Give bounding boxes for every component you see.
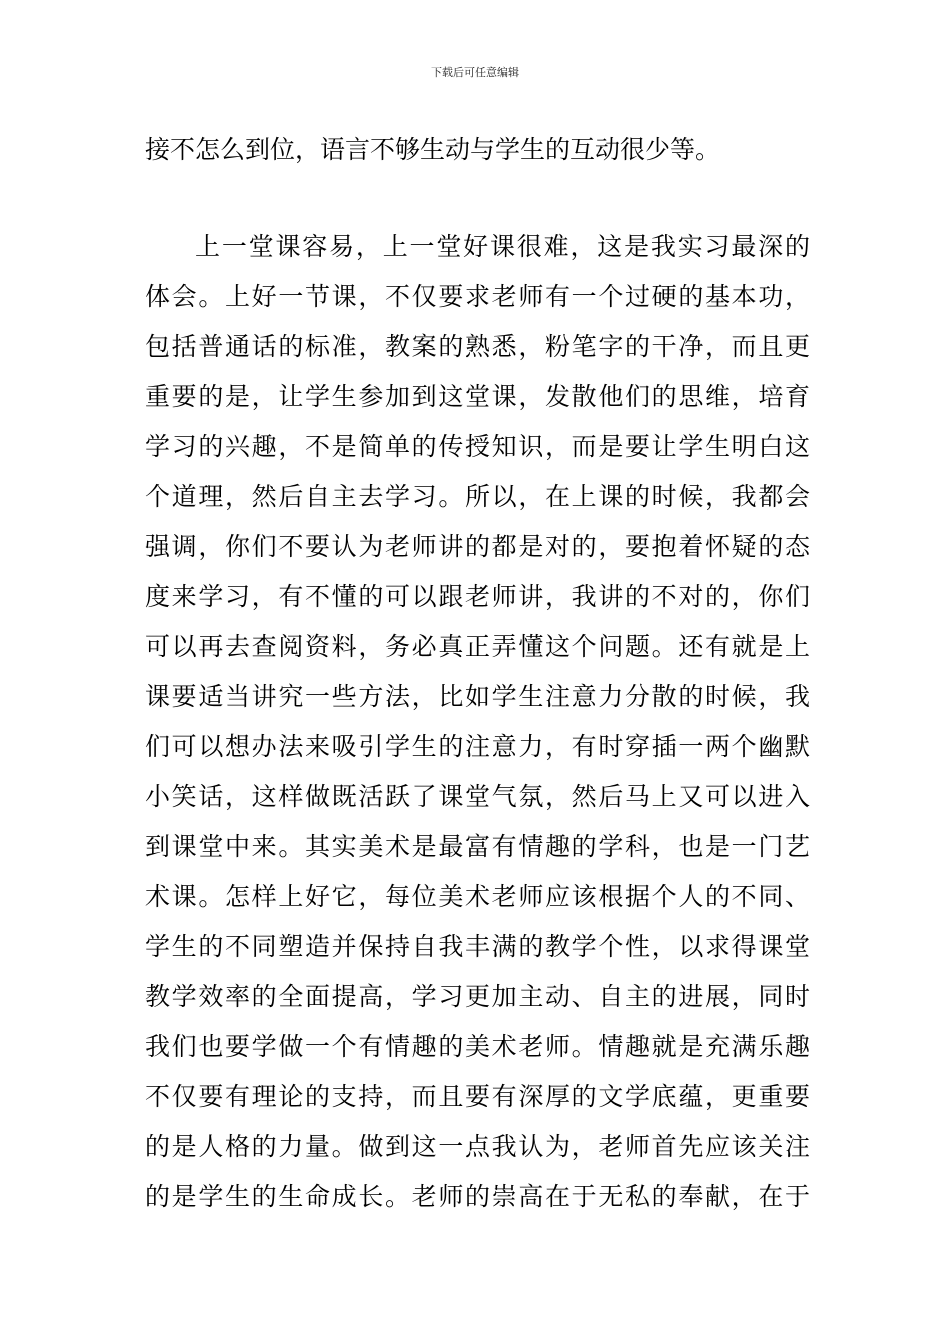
paragraph-line: 学生的不同塑造并保持自我丰满的教学个性，以求得课堂 <box>145 932 810 961</box>
paragraph-line: 不仅要有理论的支持，而且要有深厚的文学底蕴，更重要 <box>145 1082 810 1111</box>
paragraph-line: 学习的兴趣，不是简单的传授知识，而是要让学生明白这 <box>145 432 810 461</box>
paragraph-line: 可以再去查阅资料，务必真正弄懂这个问题。还有就是上 <box>145 632 810 661</box>
paragraph-line: 教学效率的全面提高，学习更加主动、自主的进展，同时 <box>145 982 810 1011</box>
paragraph-line: 的是学生的生命成长。老师的崇高在于无私的奉献，在于 <box>145 1182 810 1211</box>
paragraph-line: 我们也要学做一个有情趣的美术老师。情趣就是充满乐趣 <box>145 1032 810 1061</box>
paragraph-line: 包括普通话的标准，教案的熟悉，粉笔字的干净，而且更 <box>145 332 810 361</box>
paragraph-line: 体会。上好一节课，不仅要求老师有一个过硬的基本功， <box>145 282 810 311</box>
paragraph-line: 重要的是，让学生参加到这堂课，发散他们的思维，培育 <box>145 382 810 411</box>
paragraph-line: 的是人格的力量。做到这一点我认为，老师首先应该关注 <box>145 1132 810 1161</box>
paragraph-line: 接不怎么到位，语言不够生动与学生的互动很少等。 <box>145 135 721 164</box>
paragraph-line: 个道理，然后自主去学习。所以，在上课的时候，我都会 <box>145 482 810 511</box>
paragraph-line: 课要适当讲究一些方法，比如学生注意力分散的时候，我 <box>145 682 810 711</box>
paragraph-line: 到课堂中来。其实美术是最富有情趣的学科，也是一门艺 <box>145 832 810 861</box>
paragraph-line: 术课。怎样上好它，每位美术老师应该根据个人的不同、 <box>145 882 810 911</box>
paragraph-line: 度来学习，有不懂的可以跟老师讲，我讲的不对的，你们 <box>145 582 810 611</box>
paragraph-2 <box>145 222 810 1222</box>
paragraph-line: 强调，你们不要认为老师讲的都是对的，要抱着怀疑的态 <box>145 532 810 561</box>
paragraph-line: 上一堂课容易，上一堂好课很难，这是我实习最深的 <box>195 232 810 261</box>
paragraph-line: 小笑话，这样做既活跃了课堂气氛，然后马上又可以进入 <box>145 782 810 811</box>
paragraph-line: 们可以想办法来吸引学生的注意力，有时穿插一两个幽默 <box>145 732 810 761</box>
paragraph-1 <box>145 125 810 175</box>
header-note: 下载后可任意编辑 <box>431 66 519 79</box>
